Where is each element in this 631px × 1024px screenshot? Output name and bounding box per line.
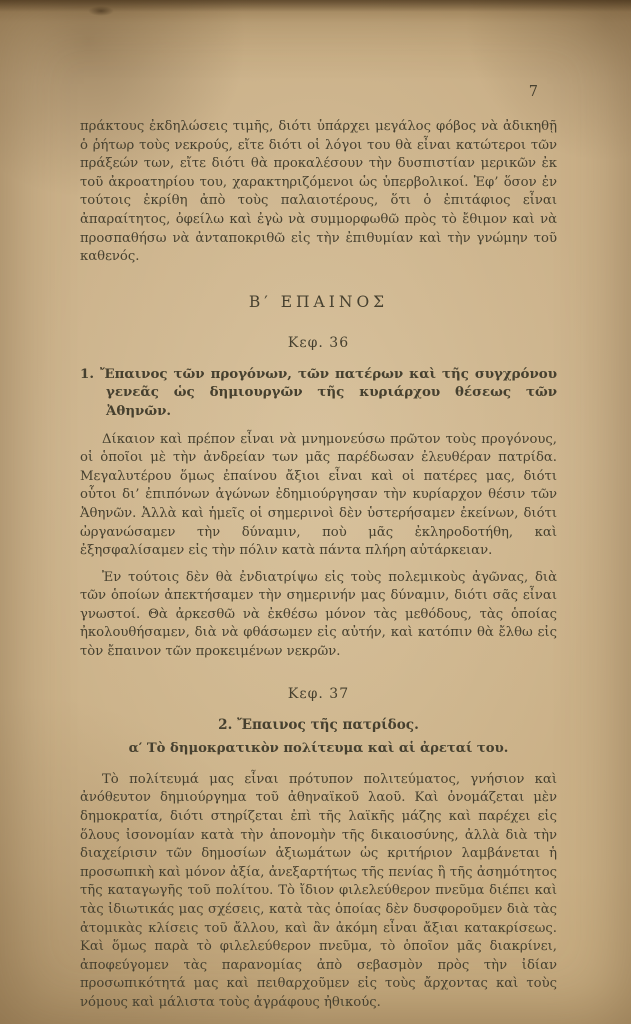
section-heading: Β′ ΕΠΑΙΝΟΣ: [248, 292, 389, 311]
chapter-37-subtitle: α′ Τὸ δημοκρατικὸν πολίτευμα καὶ αἱ ἀρεταί του.: [128, 741, 509, 757]
chapter-36-label: Κεφ. 36: [287, 334, 350, 351]
page-number: 7: [528, 84, 539, 100]
chapter-36-paragraph: Δίκαιον καὶ πρέπον εἶναι νὰ μνημονεύσω πρῶτον τοὺς προγόνους, οἱ ὁποῖοι μὲ τὴν ἀνδρείαν των μᾶς παρέδωσαν ἐλευθέραν πατρίδα. Μεγαλυτέρου ὅμως ἐπαίνου ἄξιοι εἶναι καὶ οἱ πατέρες μας, διότι οὗτοι δι’ ἐπιπόνων ἀγώνων ἐδημιούργησαν τὴν κυρίαρχον θέσιν τῶν Ἀθηνῶν. Ἀλλὰ καὶ ἡμεῖς οἱ σημερινοὶ δὲν ὑστερήσαμεν ἐκείνων, διότι ὠργανώσαμεν τὴν δύναμιν, ποὺ μᾶς ἐκληροδοτήθη, καὶ ἐξησφαλίσαμεν εἰς τὴν πόλιν κατὰ πάντα πλήρη αὐτάρκειαν.: [80, 431, 557, 559]
chapter-36-title: 1. Ἔπαινος τῶν προγόνων, τῶν πατέρων καὶ τῆς συγχρόνου γενεᾶς ὡς δημιουργῶν τῆς κυριάρχου θέσεως τῶν Ἀθηνῶν.: [80, 365, 557, 419]
scan-smudge: [88, 6, 114, 16]
chapter-37-paragraph: Τὸ πολίτευμά μας εἶναι πρότυπον πολιτεύματος, γνήσιον καὶ ἀνόθευτον δημιούργημα τοῦ ἀθηναϊκοῦ λαοῦ. Καὶ ὀνομάζεται μὲν δημοκρατία, διότι στηρίζεται ἐπὶ τῆς λαϊκῆς μάζης καὶ παρέχει εἰς ὅλους ἰσονομίαν κατὰ τὴν ἀπονομὴν τῆς δικαιοσύνης, ἀλλὰ διὰ τὴν διαχείρισιν τῶν δημοσίων ἀξιωμάτων ὡς κριτήριον λαμβάνεται ἡ προσωπικὴ καὶ μόνον ἀξία, ἀνεξαρτήτως τῆς πενίας ἢ τῆς ἀσημότητος τῆς καταγωγῆς τοῦ πολίτου. Τὸ ἴδιον φιλελεύθερον πνεῦμα διέπει καὶ τὰς ἰδιωτικάς μας σχέσεις, κατὰ τὰς ὁποίας δὲν δυσφοροῦμεν διὰ τὰς ἀτομικὰς κλίσεις τοῦ ἄλλου, καὶ ἂν ἀκόμη εἶναι ἄξιαι κατακρίσεως. Καὶ ὅμως παρὰ τὸ φιλελεύθερον πνεῦμα, τὸ ὁποῖον μᾶς διακρίνει, ἀποφεύγομεν τὰς παρανομίας ἀπὸ σεβασμὸν πρὸς τὴν ἰδίαν προσωπικότητά μας καὶ πειθαρχοῦμεν εἰς τοὺς ἄρχοντας καὶ τοὺς νόμους καὶ μάλιστα τοὺς ἀγράφους ἠθικούς.: [80, 771, 557, 1010]
chapter-37-title: 2. Ἔπαινος τῆς πατρίδος.: [218, 716, 419, 733]
chapter-36-paragraph: Ἐν τούτοις δὲν θὰ ἐνδιατρίψω εἰς τοὺς πολεμικοὺς ἀγῶνας, διὰ τῶν ὁποίων ἀπεκτήσαμεν τὴν σημερινήν μας δύναμιν, διότι σᾶς εἶναι γνωστοί. Θὰ ἀρκεσθῶ νὰ ἐκθέσω μόνον τὰς μεθόδους, τὰς ὁποίας ἠκολουθήσαμεν, διὰ νὰ φθάσωμεν εἰς αὐτήν, καὶ κατόπιν θὰ ἔλθω εἰς τὸν ἔπαινον τῶν προκειμένων νεκρῶν.: [80, 569, 557, 660]
page-content: [80, 118, 557, 1015]
intro-paragraph: πράκτους ἐκδηλώσεις τιμῆς, διότι ὑπάρχει μεγάλος φόβος νὰ ἀδικηθῇ ὁ ῥήτωρ τοὺς νεκρούς, εἴτε διότι οἱ λόγοι του θὰ εἶναι κατώτεροι τῶν πράξεών των, εἴτε διότι θὰ προκαλέσουν τὴν δυσπιστίαν μερικῶν ἐκ τοῦ ἀκροατηρίου του, χαρακτηριζόμενοι ὡς ὑπερβολικοί. Ἐφ’ ὅσον ἐν τούτοις ἐκρίθη ἀπὸ τοὺς παλαιοτέρους, ὅτι ὁ ἐπιτάφιος εἶναι ἀπαραίτητος, ὀφείλω καὶ ἐγὼ νὰ συμμορφωθῶ πρὸς τὸ ἔθιμον καὶ νὰ προσπαθήσω νὰ ἀνταποκριθῶ εἰς τὴν ἐπιθυμίαν καὶ τὴν γνώμην τοῦ καθενός.: [80, 119, 557, 265]
chapter-37-label: Κεφ. 37: [287, 685, 350, 702]
